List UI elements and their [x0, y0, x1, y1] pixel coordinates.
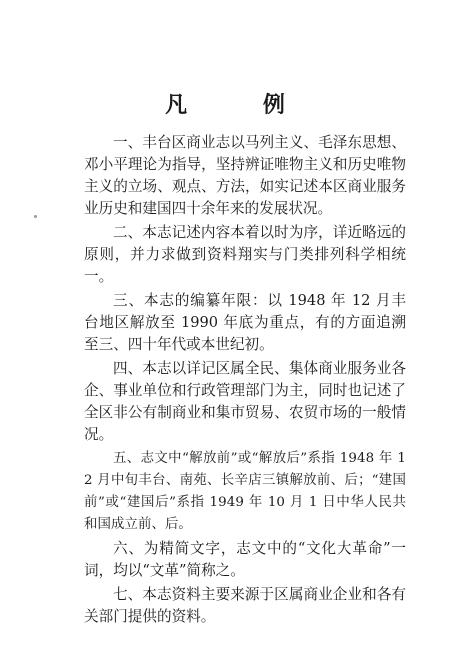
- paragraph-1: 一、丰台区商业志以马列主义、毛泽东思想、邓小平理论为指导，坚持辨证唯物主义和历史唯物主义的立场、观点、方法，如实记述本区商业服务业历史和建国四十余年来的发展状况。: [84, 134, 406, 217]
- document-body: [84, 132, 406, 628]
- paragraph-2: 二、本志记述内容本着以时为序，详近略远的原则，并力求做到资料翔实与门类排列科学相统一。: [84, 224, 406, 285]
- paragraph-5: 五、志文中“解放前”或“解放后”系指 1948 年 12 月中旬丰台、南苑、长辛店三镇解放前、后；“建国前”或“建国后”系指 1949 年 10 月 1 日中华人民共和国成立前、后。: [84, 451, 406, 532]
- page-title: 凡 例: [165, 92, 319, 118]
- paragraph-3: 三、本志的编纂年限：以 1948 年 12 月丰台地区解放至 1990 年底为重点，有的方面追溯至三、四十年代或本世纪初。: [84, 292, 406, 353]
- margin-mark: [34, 215, 37, 218]
- paragraph-7: 七、本志资料主要来源于区属商业企业和各有关部门提供的资料。: [84, 586, 406, 625]
- paragraph-4: 四、本志以详记区属全民、集体商业服务业各企、事业单位和行政管理部门为主，同时也记述了全区非公有制商业和集市贸易、农贸市场的一般情况。: [84, 360, 406, 443]
- paragraph-6: 六、为精简文字，志文中的“文化大革命”一词，均以“文革”简称之。: [84, 540, 406, 579]
